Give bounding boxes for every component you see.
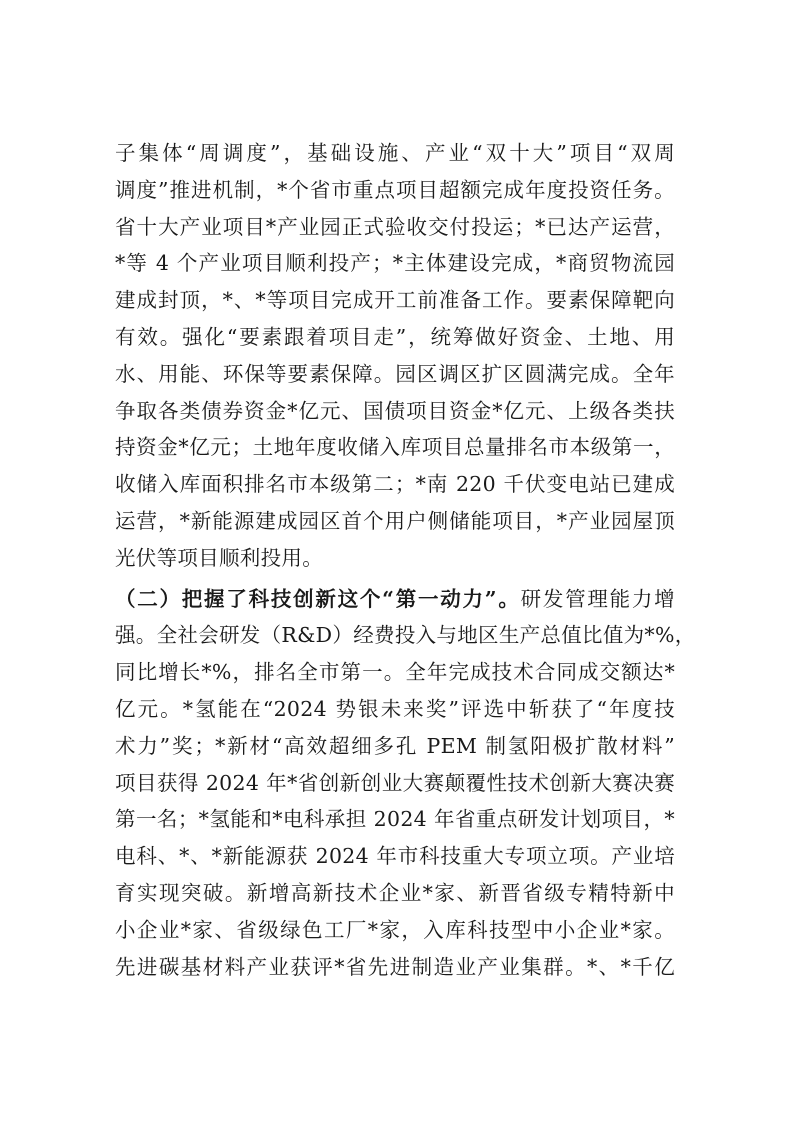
text-line: 水、用能、环保等要素保障。园区调区扩区圆满完成。全年: [115, 361, 675, 386]
document-body: [115, 135, 696, 985]
text-line: 亿元。*氢能在“2024 势银未来奖”评选中斩获了“年度技: [115, 696, 675, 721]
text-line: 先进碳基材料产业获评*省先进制造业产业集群。*、*千亿: [115, 954, 675, 979]
text-line: 持资金*亿元；土地年度收储入库项目总量排名市本级第一，: [115, 435, 675, 460]
section-heading: （二）把握了科技创新这个“第一动力”。: [115, 586, 521, 611]
text-line: 省十大产业项目*产业园正式验收交付投运；*已达产运营，: [115, 214, 675, 239]
text-line: 争取各类债券资金*亿元、国债项目资金*亿元、上级各类扶: [115, 398, 675, 423]
text-line: 光伏等项目顺利投用。: [115, 545, 323, 570]
text-span: 研发管理能力增: [520, 586, 675, 611]
text-line: 电科、*、*新能源获 2024 年市科技重大专项立项。产业培: [115, 844, 675, 869]
text-line: 项目获得 2024 年*省创新创业大赛颠覆性技术创新大赛决赛: [115, 770, 675, 795]
text-line: 小企业*家、省级绿色工厂*家，入库科技型中小企业*家。: [115, 917, 675, 942]
text-line: 收储入库面积排名市本级第二；*南 220 千伏变电站已建成: [115, 472, 675, 497]
paragraph-infrastructure: [115, 135, 675, 577]
text-line: 术力”奖；*新材“高效超细多孔 PEM 制氢阳极扩散材料”: [115, 733, 675, 758]
text-line: 子集体“周调度”，基础设施、产业“双十大”项目“双周: [115, 141, 675, 165]
text-line: 有效。强化“要素跟着项目走”，统筹做好资金、土地、用: [115, 324, 675, 349]
text-line: 同比增长*%，排名全市第一。全年完成技术合同成交额达*: [115, 660, 675, 685]
text-line: 运营，*新能源建成园区首个用户侧储能项目，*产业园屋顶: [115, 508, 675, 533]
paragraph-tech-innovation: [115, 581, 696, 986]
text-line: 调度”推进机制，*个省市重点项目超额完成年度投资任务。: [115, 177, 675, 202]
text-line: *等 4 个产业项目顺利投产；*主体建设完成，*商贸物流园: [115, 251, 675, 276]
text-line: 强。全社会研发（R&D）经费投入与地区生产总值比值为*%，: [115, 623, 696, 648]
text-line: 建成封顶，*、*等项目完成开工前准备工作。要素保障靶向: [115, 288, 675, 313]
text-line-with-heading: [115, 581, 675, 618]
text-line: 育实现突破。新增高新技术企业*家、新晋省级专精特新中: [115, 880, 675, 905]
text-line: 第一名；*氢能和*电科承担 2024 年省重点研发计划项目，*: [115, 807, 675, 832]
